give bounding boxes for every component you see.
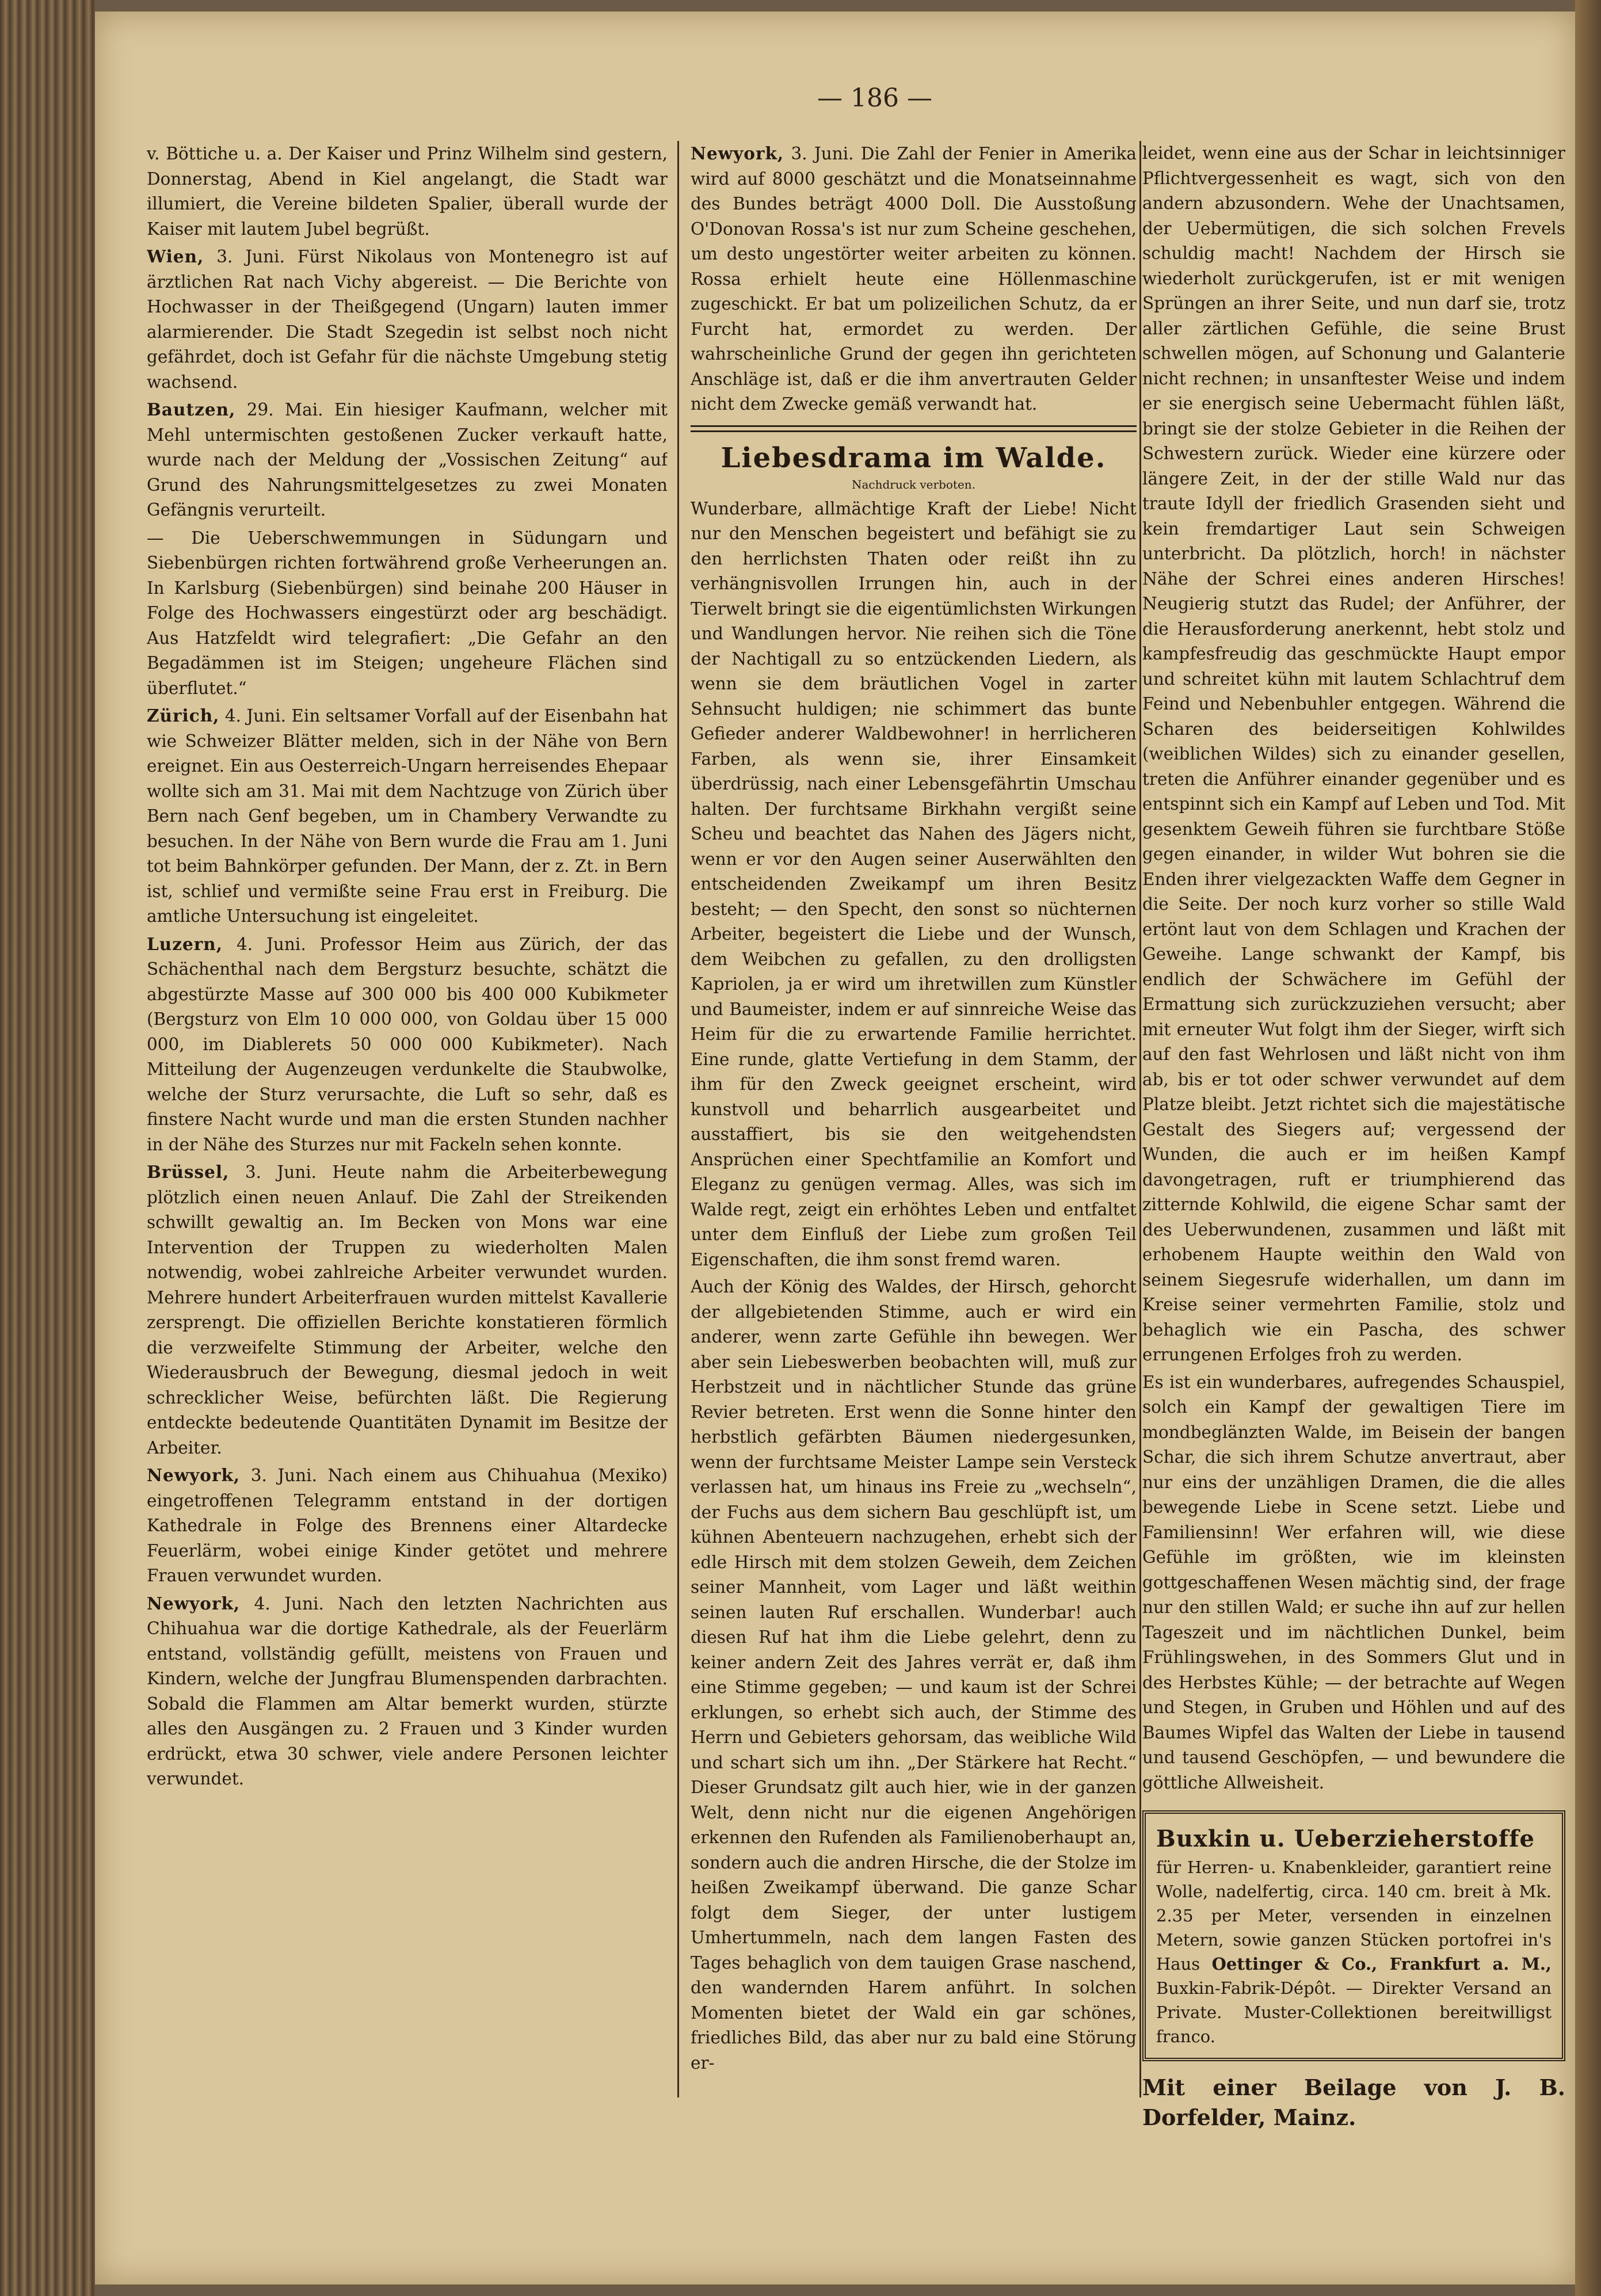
dateline-place: Newyork, bbox=[691, 143, 784, 163]
supplement-notice: Mit einer Beilage von J. B. Dorfelder, Mainz. bbox=[1142, 2074, 1565, 2130]
dateline-place: Newyork, bbox=[147, 1465, 241, 1485]
ad-text: für Herren- u. Knabenkleider, garantiert reine Wolle, nadelfertig, circa. 140 cm. breit à Mk. 2.35 per Meter, versenden in einzelnen Metern, sowie ganzen Stücken portofrei in's Haus bbox=[1156, 1858, 1552, 1974]
news-item: Wien, 3. Juni. Fürst Nikolaus von Montenegro ist auf ärztlichen Rat nach Vichy abgereist. — Die Berichte von Hochwasser in der Theißgegend (Ungarn) lauten immer alarmierender. Die Stadt Szegedin ist selbst noch nicht gefährdet, doch ist Gefahr für die nächste Umgebung stetig wachsend. bbox=[147, 246, 668, 392]
feature-paragraph: Es ist ein wunderbares, aufregendes Schauspiel, solch ein Kampf der gewaltigen Tiere im mondbeglänzten Walde, im Beisein der bangen Schar, die sich ihrem Schutze anvertraut, aber nur eins der unzähligen Dramen, die die alles bewegende Liebe in Scene setzt. Liebe und Familiensinn! Wer erfahren will, wie diese Gefühle im größten, wie im kleinsten gottgeschaffenen Wesen mächtig sind, der frage nur den stillen Wald; er suche ihn auf zur hellen Tageszeit und im nächtlichen Dunkel, beim Frühlingswehen, in des Sommers Glut und in des Herbstes Kühle; — der betrachte auf Wegen und Stegen, in Gruben und Höhlen und auf des Baumes Wipfel das Walten der Liebe in tausend und tausend Geschöpfen, — und bewundere die göttliche Allweisheit. bbox=[1142, 1372, 1565, 1792]
dateline-place: Newyork, bbox=[147, 1593, 241, 1614]
news-item: Zürich, 4. Juni. Ein seltsamer Vorfall auf der Eisenbahn hat wie Schweizer Blätter melden, sich in der Nähe von Bern ereignet. Ein aus Oesterreich-Ungarn herreisendes Ehepaar wollte sich am 31. Mai mit dem Nachtzuge von Zürich über Bern nach Genf begeben, um in Chambery Verwandte zu besuchen. In der Nähe von Bern wurde die Frau am 1. Juni tot beim Bahnkörper gefunden. Der Mann, der z. Zt. in Bern ist, schlief und vermißte seine Frau erst in Freiburg. Die amtliche Untersuchung ist eingeleitet. bbox=[147, 705, 668, 926]
news-column-1 bbox=[147, 141, 668, 2190]
reprint-notice: Nachdruck verboten. bbox=[851, 477, 976, 491]
news-item: Luzern, 4. Juni. Professor Heim aus Zürich, der das Schächenthal nach dem Bergsturz besuchte, schätzt die abgestürzte Masse auf 300 000 bis 400 000 Kubikmeter (Bergsturz von Elm 10 000 000, von Goldau über 15 000 000, im Diablerets 50 000 000 Kubikmeter). Nach Mitteilung der Augenzeugen verdunkelte die Staubwolke, welche der Sturz verursachte, die Luft so sehr, daß es finstere Nacht wurde und man die ersten Stunden nachher in der Nähe des Sturzes nur mit Fackeln sehen konnte. bbox=[147, 933, 668, 1154]
dateline-place: Zürich, bbox=[147, 705, 220, 726]
news-item: Bautzen, 29. Mai. Ein hiesiger Kaufmann, welcher mit Mehl untermischten gestoßenen Zucker verkauft hatte, wurde nach der Meldung der „Vossischen Zeitung“ auf Grund des Nahrungsmittelgesetzes zu zwei Monaten Gefängnis verurteilt. bbox=[147, 399, 668, 520]
column-rule bbox=[1139, 141, 1141, 2097]
page-number: — 186 — bbox=[817, 83, 932, 113]
book-binding bbox=[0, 0, 95, 2296]
dateline-place: Bautzen, bbox=[147, 399, 236, 419]
dateline-place: Wien, bbox=[147, 246, 204, 266]
news-item: v. Böttiche u. a. Der Kaiser und Prinz Wilhelm sind gestern, Donnerstag, Abend in Kiel angelangt, die Stadt war illumiert, die Vereine bildeten Spalier, überall wurde der Kaiser mit lautem Jubel begrüßt. bbox=[147, 144, 668, 239]
feature-paragraph: leidet, wenn eine aus der Schar in leichtsinniger Pflichtvergessenheit es wagt, sich von den andern abzusondern. Wehe der Unachtsamen, der Uebermütigen, die sich solchen Frevels schuldig macht! Nachdem der Hirsch sie wiederholt zurückgerufen, ist er mit wenigen Sprüngen an ihrer Seite, und nun darf sie, trotz aller zärtlichen Gefühle, die seine Brust schwellen mögen, auf Schonung und Galanterie nicht rechnen; in unsanftester Weise und indem er sie energisch seine Uebermacht fühlen läßt, bringt sie der stolze Gebieter in die Reihen der Schwestern zurück. Wieder eine kürzere oder längere Zeit, in der der stille Wald nur das traute Idyll der friedlich Grasenden sieht und kein fremdartiger Laut sein Schweigen unterbricht. Da plötzlich, horch! in nächster Nähe der Schrei eines anderen Hirsches! Neugierig stutzt das Rudel; der Anführer, der die Herausforderung anerkennt, hebt stolz und kampfesfreudig das geschmückte Haupt empor und schreitet kühn mit lautem Schlachtruf dem Feind und Nebenbuhler entgegen. Während die Scharen des beiderseitigen Kohlwildes (weiblichen Wildes) sich zu einander gesellen, treten die Anführer einander gegenüber und es entspinnt sich ein Kampf auf Leben und Tod. Mit gesenktem Geweih führen sie furchtbare Stöße gegen einander, in wilder Wut bohren sie die Enden ihrer vielgezackten Waffe dem Gegner in die Seite. Der noch kurz vorher so stille Wald ertönt laut von dem Schlagen und Krachen der Geweihe. Lange schwankt der Kampf, bis endlich der Schwächere im Gefühl der Ermattung sich zurückzuziehen versucht; aber mit erneuter Wut folgt ihm der Sieger, wirft sich auf den fast Wehrlosen und läßt nicht von ihm ab, bis er tot oder schwer verwundet auf dem Platze bleibt. Jetzt richtet sich die majestätische Gestalt des Siegers auf; vergessend der Wunden, die auch er im heißen Kampf davongetragen, ruft er triumphierend das zitternde Kohlwild, die eigene Schar samt der des Ueberwundenen, zusammen und läßt mit erhobenem Haupte weithin den Wald von seinem Siegesrufe widerhallen, um dann im Kreise seiner vermehrten Familie, stolz und behaglich wie ein Pascha, des schwer errungenen Erfolges froh zu werden. bbox=[1142, 143, 1565, 1364]
feature-paragraph: Auch der König des Waldes, der Hirsch, gehorcht der allgebietenden Stimme, auch er wird ein anderer, wenn zarte Gefühle ihn bewegen. Wer aber sein Liebeswerben beobachten will, muß zur Herbstzeit und in nächtlicher Stunde das grüne Revier betreten. Erst wenn die Sonne hinter den herbstlich gefärbten Bäumen niedergesunken, wenn der furchtsame Meister Lampe sein Versteck verlassen hat, um hinaus ins Freie zu „wechseln“, der Fuchs aus dem sichern Bau geschlüpft ist, um kühnen Abenteuern nachzugehen, erhebt sich der edle Hirsch mit dem stolzen Geweih, dem Zeichen seiner Mannheit, vom Lager und läßt weithin seinen lauten Ruf erschallen. Wunderbar! auch diesen Ruf hat ihm die Liebe gelehrt, denn zu keiner andern Zeit des Jahres verrät er, daß ihm eine Stimme gegeben; — und kaum ist der Schrei erklungen, so erhebt sich auch, der Stimme des Herrn und Gebieters gehorsam, das weibliche Wild und schart sich um ihn. „Der Stärkere hat Recht.“ Dieser Grundsatz gilt auch hier, wie in der ganzen Welt, denn nicht nur die eigenen Angehörigen erkennen den Rufenden als Familienoberhaupt an, sondern auch die andren Hirsche, die der Stolze im heißen Zweikampf überwand. Die ganze Schar folgt dem Sieger, der unter lustigem Umhertummeln, nach dem langen Fasten des Tages behaglich von dem tauigen Grase naschend, den wandernden Harem anführt. In solchen Momenten bietet der Wald ein gar schönes, friedliches Bild, das aber nur zu bald eine Störung er- bbox=[691, 1277, 1137, 2073]
ad-title: Buxkin u. Ueberzieherstoffe bbox=[1156, 1825, 1535, 1852]
news-column-3 bbox=[1142, 141, 1565, 2190]
dateline-place: Luzern, bbox=[147, 933, 223, 954]
dateline-place: Brüssel, bbox=[147, 1162, 230, 1182]
feature-title: Liebesdrama im Walde. bbox=[721, 441, 1107, 474]
news-item: Newyork, 3. Juni. Die Zahl der Fenier in Amerika wird auf 8000 geschätzt und die Monatseinnahme des Bundes beträgt 4000 Doll. Die Ausstoßung O'Donovan Rossa's ist nur zum Scheine geschehen, um desto ungestörter weiter arbeiten zu können. Rossa erhielt heute eine Höllenmaschine zugeschickt. Er bat um polizeilichen Schutz, da er Furcht hat, ermordet zu werden. Der wahrscheinliche Grund der gegen ihn gerichteten Anschläge ist, daß er die ihm anvertrauten Gelder nicht dem Zwecke gemäß verwandt hat. bbox=[691, 143, 1137, 414]
news-item: Brüssel, 3. Juni. Heute nahm die Arbeiterbewegung plötzlich einen neuen Anlauf. Die Zahl der Streikenden schwillt gewaltig an. Im Becken von Mons war eine Intervention der Truppen zu wiederholten Malen notwendig, wobei zahlreiche Arbeiter verwundet wurden. Mehrere hundert Arbeiterfrauen wurden mittelst Kavallerie zersprengt. Die offiziellen Berichte konstatieren förmlich die verzweifelte Stimmung der Arbeiter, welche den Wiederausbruch der Bewegung, diesmal jedoch in weit schrecklicher Weise, befürchten läßt. Die Regierung entdeckte bedeutende Quantitäten Dynamit im Besitze der Arbeiter. bbox=[147, 1162, 668, 1458]
feature-paragraph: Wunderbare, allmächtige Kraft der Liebe! Nicht nur den Menschen begeistert und befähigt sie zu den herrlichsten Thaten oder reißt ihn zu verhängnisvollen Irrungen hin, auch in der Tierwelt bringt sie die eigentümlichsten Wirkungen und Wandlungen hervor. Nie reihen sich die Töne der Nachtigall zu so entzückenden Liedern, als wenn sie dem bräutlichen Vogel in zarter Sehnsucht huldigen; nie schimmert das bunte Gefieder anderer Waldbewohner! in herrlicheren Farben, als wenn sie, ihrer Einsamkeit überdrüssig, nach einer Lebensgefährtin Umschau halten. Der furchtsame Birkhahn vergißt seine Scheu und beachtet das Nahen des Jägers nicht, wenn er vor den Augen seiner Auserwählten den entscheidenden Zweikampf um ihren Besitz besteht; — den Specht, den sonst so nüchternen Arbeiter, begeistert die Liebe und der Wunsch, dem Weibchen zu gefallen, zu den drolligsten Kapriolen, ja er wird um ihretwillen zum Künstler und Baumeister, indem er auf sinnreiche Weise das Heim für die zu erwartende Familie herrichtet. Eine runde, glatte Vertiefung in dem Stamm, der ihm für den Zweck geeignet erscheint, wird kunstvoll und beharrlich ausgearbeitet und ausstaffiert, bis sie den weitgehendsten Ansprüchen einer Spechtfamilie an Komfort und Eleganz zu genügen vermag. Alles, was sich im Walde regt, zeigt ein erhöhtes Leben und entfaltet unter dem Einfluß der Liebe zum großen Teil Eigenschaften, die ihm sonst fremd waren. bbox=[691, 498, 1137, 1269]
section-divider bbox=[691, 425, 1137, 432]
ad-firm: Oettinger & Co., Frankfurt a. M., bbox=[1211, 1954, 1552, 1974]
page-edge bbox=[1575, 0, 1601, 2296]
news-column-2 bbox=[691, 141, 1137, 2190]
news-item: Newyork, 4. Juni. Nach den letzten Nachrichten aus Chihuahua war die dortige Kathedrale, als der Feuerlärm entstand, vollständig gefüllt, meistens von Frauen und Kindern, welche der Jungfrau Blumenspenden darbrachten. Sobald die Flammen am Altar bemerkt wurden, stürzte alles den Ausgängen zu. 2 Frauen und 3 Kinder wurden erdrückt, etwa 30 schwer, viele andere Personen leichter verwundet. bbox=[147, 1593, 668, 1788]
news-item: Newyork, 3. Juni. Nach einem aus Chihuahua (Mexiko) eingetroffenen Telegramm entstand in der dortigen Kathedrale in Folge des Brennens einer Altardecke Feuerlärm, wobei einige Kinder getötet und mehrere Frauen verwundet wurden. bbox=[147, 1465, 668, 1585]
ad-text: Buxkin-Fabrik-Dépôt. — Direkter Versand an Private. Muster-Collektionen bereitwilligst franco. bbox=[1156, 1978, 1552, 2046]
advertisement-box bbox=[1142, 1810, 1565, 2061]
column-rule bbox=[677, 141, 679, 2097]
news-item: — Die Ueberschwemmungen in Südungarn und Siebenbürgen richten fortwährend große Verheerungen an. In Karlsburg (Siebenbürgen) sind beinahe 200 Häuser in Folge des Hochwassers eingestürzt oder arg beschädigt. Aus Hatzfeldt wird telegrafiert: „Die Gefahr an den Begadämmen ist im Steigen; ungeheure Flächen sind überflutet.“ bbox=[147, 528, 668, 698]
